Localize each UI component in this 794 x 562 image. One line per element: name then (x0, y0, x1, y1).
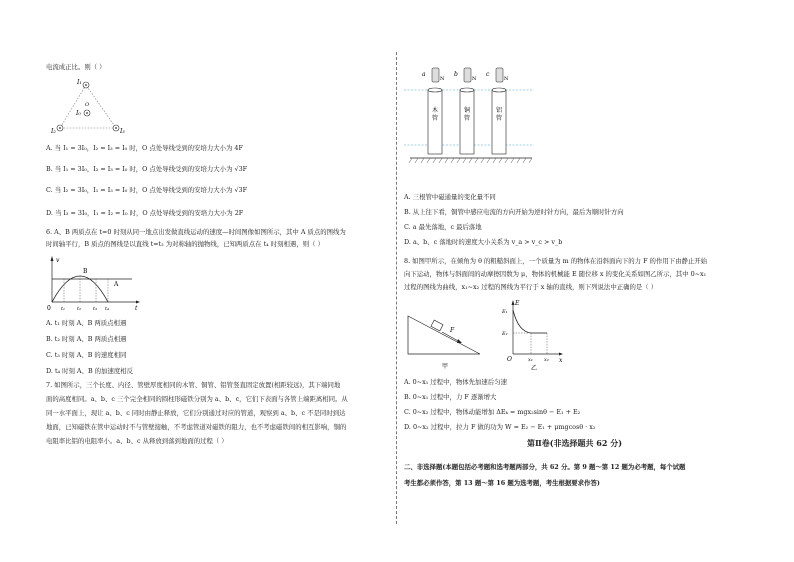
tube-label-copper-2: 管 (464, 115, 471, 122)
q5-option-d: D. 当 I₃ = 3I₀，I₁ = I₂ = I₀ 时，O 点处导线受到的安培力大小为 2F (46, 209, 244, 217)
q8-line-3: 过程的图线为曲线，x₁~x₂ 过程的图线为平行于 x 轴的直线，则下列说法中正确的是（ ） (404, 283, 658, 291)
incline-block (408, 316, 480, 354)
part2-title: 第Ⅱ卷(非选择题共 62 分) (527, 438, 623, 448)
energy-e2: E₂ (502, 331, 508, 337)
q8-option-a: A. 0~x₁ 过程中，物体先加速后匀速 (404, 378, 507, 386)
q6-option-d: D. t₄ 时刻 A、B 的加速度相反 (46, 367, 134, 375)
graph-label-a: A (114, 281, 119, 288)
graph-tick-t1: t₁ (61, 306, 66, 312)
fig-yi-caption: 乙 (531, 365, 538, 372)
section2-line-1: 二、非选择题(本题包括必考题和选考题两部分，共 62 分。第 9 题～第 12 题为必考题，每个试题 (404, 463, 686, 471)
label-i1: I₁ (77, 79, 82, 86)
energy-x2: x₂ (544, 357, 549, 363)
q7-line-4: 地面，已知磁铁在管中运动时不与管壁接触，不考虑管道对磁铁的阻力，也不考虑磁铁间的相互影响，铜的 (46, 423, 347, 431)
q7-option-d: D. a、b、c 落地时的速度大小关系为 v_a > v_c > v_b (404, 238, 563, 246)
magnet-b (464, 68, 471, 82)
q7-line-3: 同一水平面上，现让 a、b、c 同时由静止释放，它们分别通过对应的管道，观察到 a、b、c 不是同时到达 (46, 409, 346, 417)
graph-axis-v: v (56, 257, 60, 264)
magnet-label-b: b (454, 71, 458, 78)
q7-line-1: 7. 如图所示，三个长度、内径、管壁厚度相同的木管、铜管、铝管竖直固定放置(相距较远)，其下端同地 (46, 381, 341, 389)
section2-line-2: 考生都必须作答，第 13 题～第 16 题为选考题，考生根据要求作答) (404, 479, 600, 487)
graph-label-b: B (83, 268, 88, 275)
q6-option-c: C. t₃ 时刻 A、B 的速度相同 (46, 351, 127, 359)
magnet-c (496, 68, 503, 82)
energy-curve (513, 310, 531, 333)
tubes-figure (402, 64, 542, 172)
vt-graph (44, 254, 142, 312)
tube-label-aluminum-1: 铝 (496, 107, 503, 114)
force-label: F (450, 327, 455, 334)
energy-origin: O (507, 356, 512, 363)
copper-tube (460, 90, 474, 154)
q8-option-c: C. 0~x₂ 过程中，物体动能增加 ΔEₖ = mgx₂sinθ − E₁ + E₂ (404, 408, 581, 416)
tube-label-wood-2: 管 (432, 115, 439, 122)
magnet-b-pole: N (472, 76, 477, 82)
q8-line-2: 向下运动，物体与斜面间的动摩擦因数为 μ，物体的机械能 E 随位移 x 的变化关系如图乙所示，其中 0~x₁ (404, 270, 707, 278)
label-i0: I₀ (76, 110, 81, 117)
graph-origin: 0 (47, 305, 51, 312)
tube-label-copper-1: 铜 (464, 107, 471, 114)
right-column (397, 0, 794, 562)
graph-tick-t4: t₄ (105, 306, 110, 312)
tube-label-wood-1: 木 (432, 107, 439, 114)
q5-option-a: A. 当 I₁ = 3I₀，I₂ = I₃ = I₀ 时，O 点处导线受到的安培力大小为 4F (46, 144, 243, 152)
graph-tick-t2: t₂ (77, 306, 82, 312)
label-i2: I₂ (51, 128, 56, 135)
energy-axis-x: x (559, 357, 563, 364)
q5-option-c: C. 当 I₂ = 3I₀，I₁ = I₃ = I₀ 时，O 点处导线受到的安培力大小为 √3F (46, 186, 248, 194)
q5-option-b: B. 当 I₁ = 3I₀，I₂ = I₃ = I₀ 时，O 点处导线受到的安培力大小为 √3F (46, 165, 248, 173)
fig-jia-caption: 甲 (442, 363, 449, 370)
q7-line-5: 电阻率比铝的电阻率小。a、b、c 从释放到落到地面的过程（ ） (46, 437, 228, 445)
label-o: O (85, 102, 90, 108)
q7-option-a: A. 三根管中磁通量的变化量不同 (404, 193, 496, 201)
energy-graph (501, 296, 565, 372)
triangle-figure (50, 75, 134, 137)
q6-option-a: A. t₁ 时刻 A、B 两质点相遇 (46, 319, 127, 327)
wood-tube (428, 90, 442, 154)
aluminum-tube (492, 90, 506, 154)
ground-hatching (409, 158, 532, 163)
energy-e1: E₁ (502, 309, 508, 315)
magnet-a (432, 68, 439, 82)
graph-tick-t3: t₃ (93, 306, 98, 312)
q7-line-2: 面的高度相同。a、b、c 三个完全相同的圆柱形磁铁分别为 a、b、c，它们下表面与各管上端距离相同。从 (46, 395, 348, 403)
q6-stem-line-2: 时间轴平行，B 质点的图线是以直线 t=t₂ 为对称轴的抛物线，已知两质点在 t₄ 时刻相遇，则（ ） (46, 240, 324, 248)
magnet-label-a: a (422, 71, 426, 78)
graph-axis-t: t (135, 305, 138, 312)
magnet-label-c: c (486, 71, 490, 78)
energy-x1: x₁ (528, 357, 533, 363)
q5-intro-tail: 电流成正比。则（ ） (46, 63, 106, 71)
q6-option-b: B. t₂ 时刻 A、B 两质点相遇 (46, 335, 127, 343)
magnet-a-pole: N (440, 76, 445, 82)
q7-option-b: B. 从上往下看，铜管中感应电流的方向开始为逆时针方向，最后为顺时针方向 (404, 208, 624, 216)
magnet-c-pole: N (504, 76, 509, 82)
label-i3: I₃ (120, 128, 125, 135)
q6-stem-line-1: 6. A、B 两质点在 t=0 时刻从同一地点出发做直线运动的速度—时间图像如图所示，其中 A 质点的图线为 (46, 228, 346, 236)
incline-figure (404, 300, 488, 372)
q8-line-1: 8. 如图甲所示，在倾角为 θ 的粗糙斜面上，一个质量为 m 的物体在沿斜面向下的力 F 的作用下由静止开始 (404, 257, 708, 265)
energy-axis-e: E (515, 300, 520, 307)
q8-option-b: B. 0~x₁ 过程中，力 F 逐渐增大 (404, 393, 497, 401)
tube-label-aluminum-2: 管 (496, 115, 503, 122)
q7-option-c: C. a 最先落地，c 最后落地 (404, 223, 482, 231)
q8-option-d: D. 0~x₂ 过程中，拉力 F 做的功为 W = E₂ − E₁ + μmgcosθ · x₂ (404, 423, 596, 431)
